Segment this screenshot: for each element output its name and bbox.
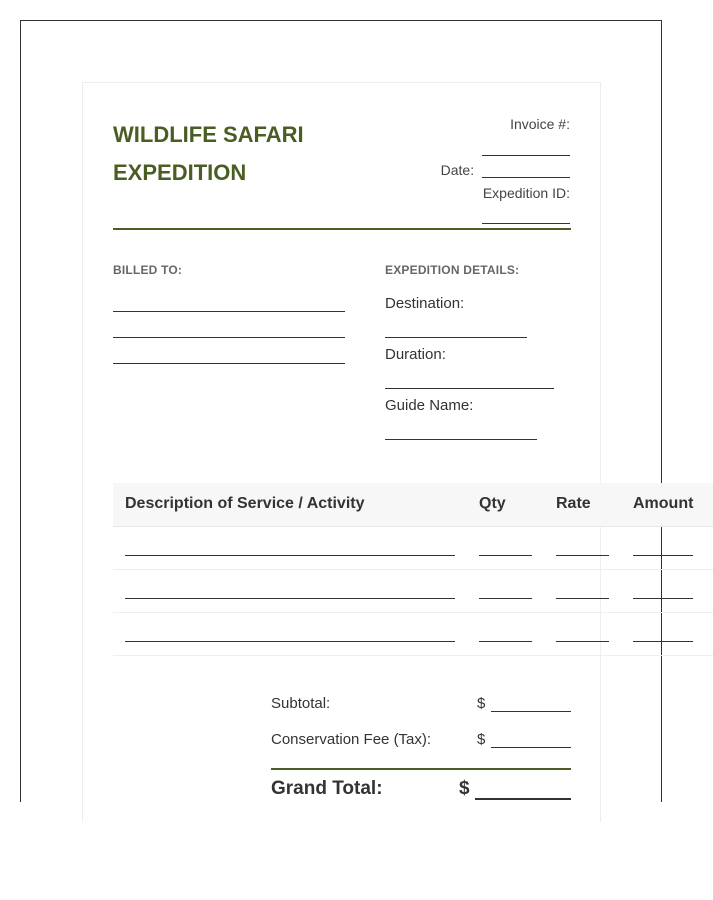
column-description: Description of Service / Activity <box>125 495 365 512</box>
page-frame <box>20 20 694 802</box>
destination-label: Destination: <box>385 295 465 312</box>
expedition-id-label: Expedition ID: <box>482 185 570 201</box>
date-field[interactable] <box>482 164 570 178</box>
billed-to-line-1[interactable] <box>113 311 345 312</box>
services-table <box>113 483 713 656</box>
rate-field[interactable] <box>556 598 609 599</box>
grand-total-label: Grand Total: <box>271 778 383 799</box>
column-amount: Amount <box>633 495 694 512</box>
amount-field[interactable] <box>633 555 693 556</box>
date-label: Date: <box>440 162 475 178</box>
invoice-sheet <box>82 82 694 822</box>
qty-field[interactable] <box>479 555 532 556</box>
amount-field[interactable] <box>633 598 693 599</box>
qty-field[interactable] <box>479 641 532 642</box>
table-header <box>113 483 713 527</box>
rate-field[interactable] <box>556 641 609 642</box>
description-field[interactable] <box>125 555 455 556</box>
expedition-details-heading: EXPEDITION DETAILS: <box>385 263 520 277</box>
expedition-id-field[interactable] <box>482 208 570 224</box>
column-qty: Qty <box>479 495 506 512</box>
guide-name-field[interactable] <box>385 439 537 440</box>
billed-to-line-3[interactable] <box>113 363 345 364</box>
grand-total-currency: $ <box>459 778 470 799</box>
guide-name-label: Guide Name: <box>385 397 474 414</box>
tax-field[interactable] <box>491 747 571 748</box>
billed-to-line-2[interactable] <box>113 337 345 338</box>
title-line-2: EXPEDITION <box>113 160 247 185</box>
title-line-1: WILDLIFE SAFARI <box>113 122 304 147</box>
table-row <box>113 613 713 656</box>
header-divider <box>113 228 571 230</box>
column-rate: Rate <box>556 495 591 512</box>
subtotal-field[interactable] <box>491 711 571 712</box>
date-row <box>441 162 570 178</box>
subtotal-currency: $ <box>477 695 486 712</box>
destination-field[interactable] <box>385 337 527 338</box>
billed-to-heading: BILLED TO: <box>113 263 183 277</box>
invoice-number-field[interactable] <box>482 140 570 156</box>
tax-label: Conservation Fee (Tax): <box>271 731 432 748</box>
table-row <box>113 570 713 613</box>
description-field[interactable] <box>125 598 455 599</box>
table-row <box>113 527 713 570</box>
amount-field[interactable] <box>633 641 693 642</box>
description-field[interactable] <box>125 641 455 642</box>
duration-field[interactable] <box>385 388 554 389</box>
grand-total-divider <box>271 768 571 770</box>
grand-total-field[interactable] <box>475 798 571 800</box>
invoice-meta <box>420 116 570 226</box>
invoice-title <box>113 116 373 192</box>
rate-field[interactable] <box>556 555 609 556</box>
invoice-number-label: Invoice #: <box>510 116 570 132</box>
subtotal-label: Subtotal: <box>271 695 331 712</box>
duration-label: Duration: <box>385 346 446 363</box>
tax-currency: $ <box>477 731 486 748</box>
qty-field[interactable] <box>479 598 532 599</box>
